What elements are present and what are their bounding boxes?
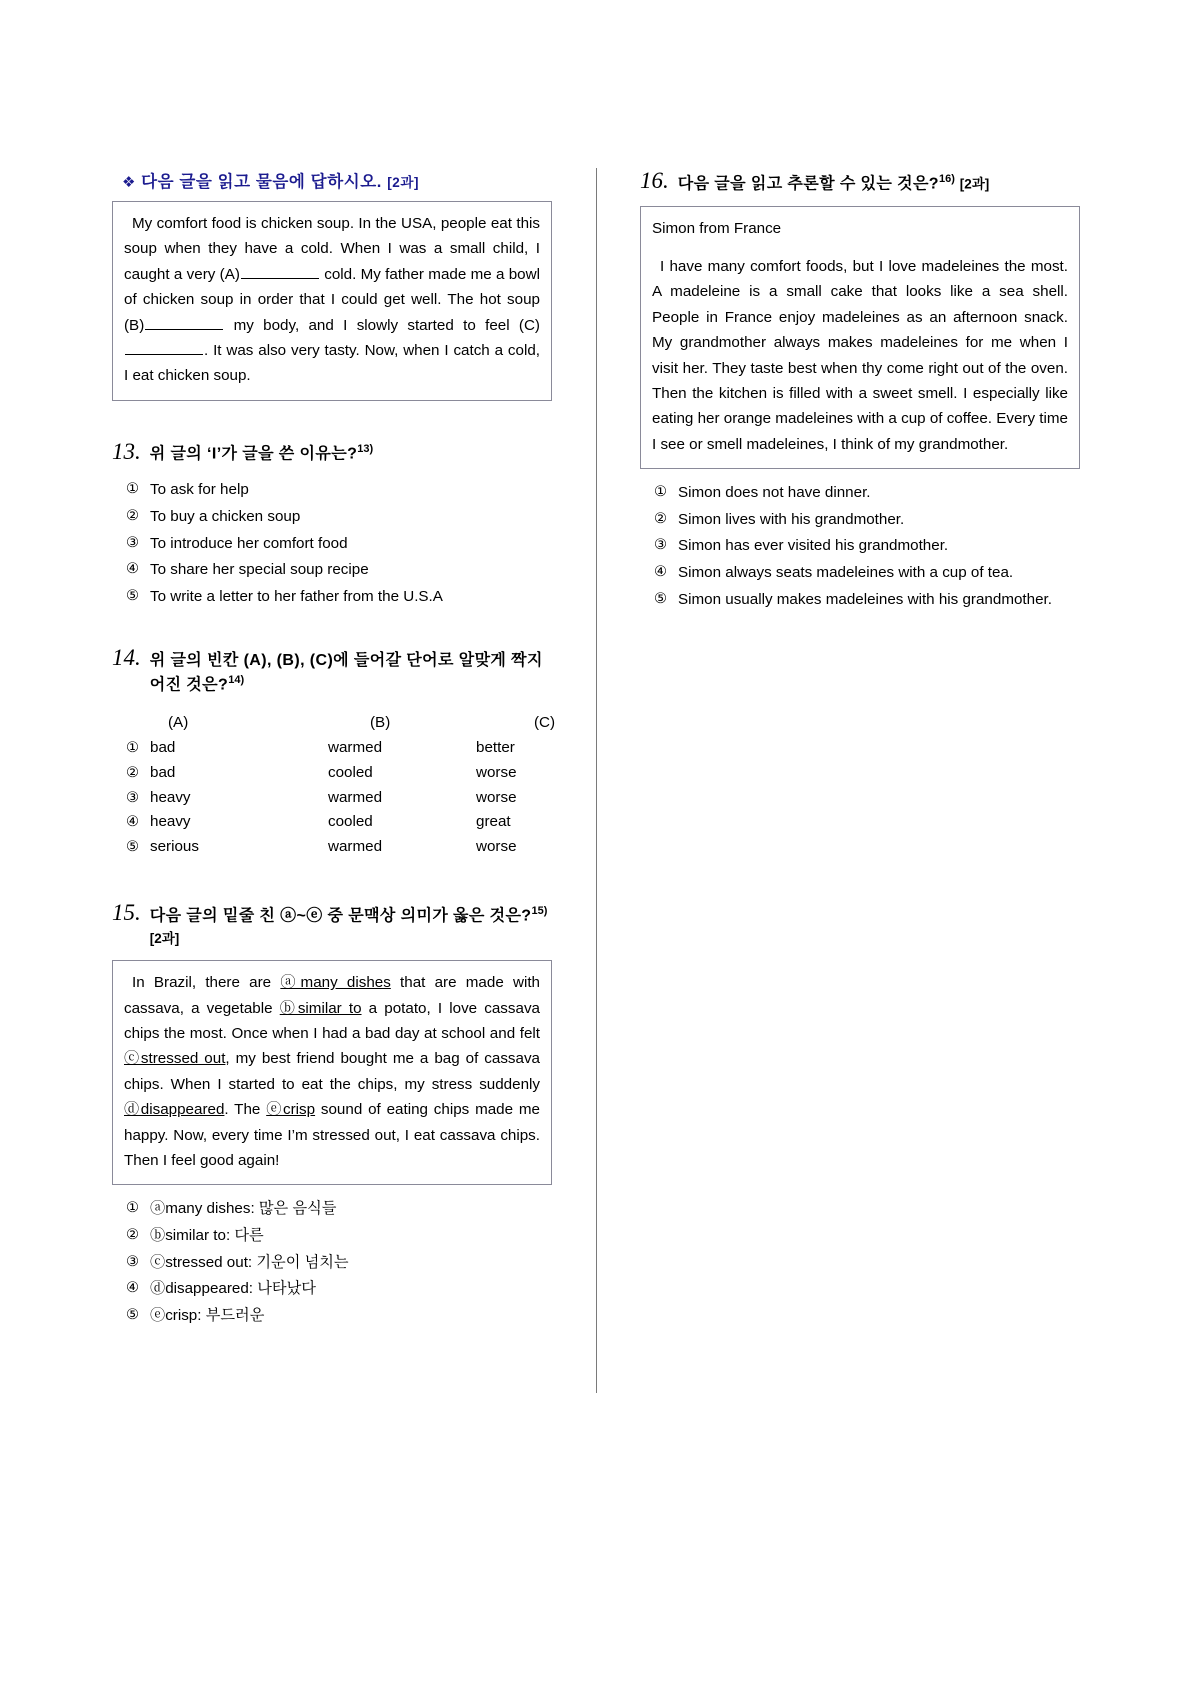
choice-item[interactable] [126,558,552,583]
cell-a: heavy [150,788,191,806]
instruction-heading [122,168,552,192]
choice-marker: ④ [654,563,667,580]
choice-marker: ④ [126,1280,139,1297]
two-column-layout [112,168,1080,1393]
question-15-tag: [2과] [149,930,180,946]
question-15-choices [112,1197,552,1328]
question-13-choices [112,478,552,609]
underlined-e: ⓔcrisp [266,1101,316,1119]
choice-item[interactable] [654,588,1080,613]
question-14-heading [112,645,552,697]
choice-marker: ⑤ [654,590,667,607]
underlined-b: ⓑsimilar to [279,999,362,1017]
choice-marker: ④ [126,561,139,578]
cassava-seg3: a potato, I love cassava chips the most. Once when I had a bad day at school and felt [124,999,540,1043]
question-15-heading [112,900,552,950]
choice-text: ⓑsimilar to: 다른 [150,1226,264,1244]
spacer [112,405,552,439]
column-header-c: (C) [534,714,556,732]
question-16-footnote: 16) [938,172,955,185]
underlined-c: ⓒstressed out [124,1050,226,1068]
choice-text: Simon usually makes madeleines with his grandmother. [678,590,1052,608]
choice-marker: ⑤ [126,839,139,856]
question-15-text: 다음 글의 밑줄 친 ⓐ~ⓔ 중 문맥상 의미가 옳은 것은? [149,906,532,924]
choice-item[interactable] [654,534,1080,559]
cell-a: heavy [150,813,191,831]
choice-item[interactable] [126,1251,552,1276]
choice-text: To ask for help [150,481,249,499]
column-header-a: (A) [168,714,189,732]
choice-item[interactable] [126,532,552,557]
cell-b: warmed [328,739,383,756]
right-column [640,168,1080,614]
choice-text: ⓒstressed out: 기운이 넘치는 [150,1253,349,1271]
cell-b: cooled [328,763,373,781]
passage-title: Simon from France [652,219,782,237]
cell-c: worse [476,763,517,781]
choice-text: ⓓdisappeared: 나타났다 [150,1280,316,1298]
choice-marker: ⑤ [126,587,139,604]
passage-soup-part3: my body, and I slowly started to feel (C) [233,316,540,334]
choice-item[interactable] [126,585,552,610]
choice-item[interactable] [126,1224,552,1249]
choice-item[interactable] [126,478,552,503]
choice-text: To introduce her comfort food [150,534,348,552]
question-16-text: 다음 글을 읽고 추론할 수 있는 것은? [677,175,939,192]
table-row[interactable] [126,761,552,786]
choice-text: To share her special soup recipe [150,561,369,579]
question-13-text: 위 글의 ‘I’가 글을 쓴 이유는? [149,445,358,463]
blank-b [145,316,223,330]
choice-text: Simon has ever visited his grandmother. [678,537,949,555]
cell-c: worse [476,788,517,806]
choice-marker: ② [126,1226,139,1243]
spacer [112,611,552,645]
blank-c [125,341,203,355]
passage-soup-part2: cold. My father made me a bowl of chicken soup in order that I could get well. The hot soup (B) [124,265,540,334]
passage-soup-part1: My comfort food is chicken soup. In the USA, people eat this soup when they have a cold. When I was a small child, I caught a very (A) [124,215,540,283]
question-14-choice-table [112,711,556,860]
column-header-b: (B) [370,714,391,732]
spacer [112,860,552,900]
question-14-number: 14. [112,645,141,671]
choice-item[interactable] [654,561,1080,586]
table-header-row [126,711,556,736]
choice-marker: ③ [126,789,139,806]
column-divider [596,168,597,1393]
question-16-tag: [2과] [959,176,990,191]
passage-body: I have many comfort foods, but I love madeleines the most. A madeleine is a small cake that looks like a sea shell. People in France enjoy madeleines as an afternoon snack. My grandmother always makes madeleines for me when I visit her. They taste best when thy come right out of the oven. Then the kitchen is filled with a sweet smell. I especially like eating her orange madeleines with a cup of coffee. Every time I see or smell madeleines, I think of my grandmother. [652,258,1068,453]
choice-text: Simon always seats madeleines with a cup of tea. [678,563,1014,581]
choice-item[interactable] [654,481,1080,506]
choice-item[interactable] [126,1197,552,1222]
cell-a: serious [150,838,199,856]
question-14-text: 위 글의 빈칸 (A), (B), (C)에 들어갈 단어로 알맞게 짝지어진 것은? [149,652,543,694]
passage-soup-part4: . It was also very tasty. Now, when I catch a cold, I eat chicken soup. [124,341,540,385]
instruction-text: 다음 글을 읽고 물음에 답하시오. [141,173,382,191]
choice-text: To buy a chicken soup [150,507,301,525]
question-16-choices [640,481,1080,612]
choice-item[interactable] [126,1277,552,1302]
cell-a: bad [150,739,176,756]
cell-c: great [476,813,511,831]
cassava-seg6: sound of eating chips made me happy. Now, every time I’m stressed out, I eat cassava chips. Then I feel good again! [124,1101,540,1169]
choice-marker: ① [126,1200,139,1217]
choice-marker: ③ [654,537,667,554]
question-16-number: 16. [640,168,669,193]
cell-b: warmed [328,788,383,806]
column-divider-container [552,168,640,1393]
table-row[interactable] [126,810,552,835]
cassava-seg2: that are made with cassava, a vegetable [124,974,540,1017]
choice-item[interactable] [126,1304,552,1329]
choice-text: To write a letter to her father from the U.S.A [150,587,443,605]
underlined-a: ⓐmany dishes [280,974,391,992]
cell-c: worse [476,838,517,856]
question-13-number: 13. [112,438,141,464]
table-row[interactable] [126,736,552,761]
left-column [112,168,556,1330]
question-13-heading [112,439,552,467]
passage-cassava [112,960,552,1185]
choice-marker: ② [126,507,139,524]
choice-marker: ② [126,764,139,781]
table-row[interactable] [126,835,552,860]
choice-marker: ① [126,740,139,756]
choice-marker: ③ [126,1253,139,1270]
choice-marker: ② [654,510,667,527]
choice-marker: ⑤ [126,1306,139,1323]
diamond-bullet-icon: ❖ [122,174,137,191]
cell-c: better [476,739,515,756]
choice-marker: ① [654,484,667,501]
question-16-heading [640,168,1080,196]
cassava-seg5: . The [224,1101,267,1119]
cassava-seg1: In Brazil, there are [132,974,281,992]
cell-b: cooled [328,813,373,831]
choice-text: Simon lives with his grandmother. [678,510,905,528]
choice-text: ⓔcrisp: 부드러운 [150,1306,265,1324]
choice-text: ⓐmany dishes: 많은 음식들 [150,1200,337,1218]
passage-chicken-soup [112,201,552,401]
question-15-footnote: 15) [531,904,548,917]
choice-marker: ④ [126,814,139,831]
choice-text: Simon does not have dinner. [678,484,871,502]
instruction-tag: [2과] [387,175,420,190]
table-row[interactable] [126,786,552,811]
blank-a [241,265,319,279]
question-14-footnote: 14) [228,674,245,687]
choice-marker: ① [126,481,139,498]
choice-item[interactable] [654,508,1080,533]
cell-b: warmed [328,838,383,856]
question-13-footnote: 13) [357,443,374,456]
cell-a: bad [150,763,176,781]
passage-madeleines [640,206,1080,469]
underlined-d: ⓓdisappeared [124,1101,225,1119]
question-15-number: 15. [112,899,141,925]
choice-item[interactable] [126,505,552,530]
cassava-seg4: , my best friend bought me a bag of cassava chips. When I started to eat the chips, my stress suddenly [124,1050,541,1093]
choice-marker: ③ [126,534,139,551]
passage-spacer [652,241,1068,254]
